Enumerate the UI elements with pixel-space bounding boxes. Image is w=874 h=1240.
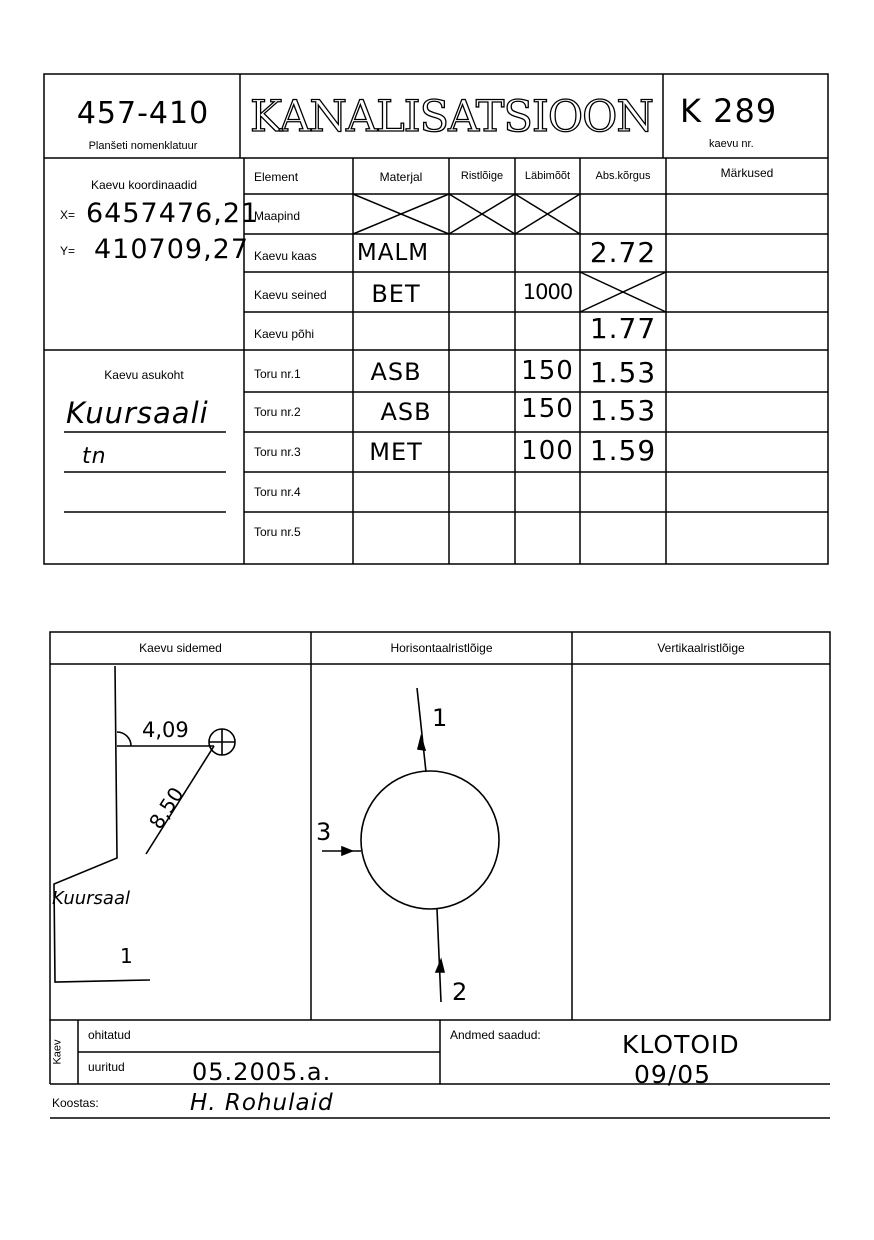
cell-kaevu-pohi-height: 1.77	[589, 312, 657, 345]
header-element: Element	[254, 170, 299, 184]
data-source-value-1: KLOTOID	[622, 1030, 740, 1059]
y-prefix: Y=	[60, 244, 76, 258]
data-source-value-2: 09/05	[634, 1060, 712, 1089]
row-label-kaevu-kaas: Kaevu kaas	[254, 249, 317, 263]
location-label: Kaevu asukoht	[104, 368, 184, 382]
header-well-links: Kaevu sidemed	[139, 641, 222, 655]
nomenclature-label: Planšeti nomenklatuur	[88, 140, 198, 152]
cell-toru-1-diameter: 150	[521, 356, 574, 386]
horizontal-section-sketch	[322, 688, 499, 1002]
surveyed-label: uuritud	[88, 1060, 125, 1074]
card-title: KANALISATSIOON	[249, 92, 654, 142]
row-label-toru-2: Toru nr.2	[254, 405, 301, 419]
x-prefix: X=	[60, 208, 76, 222]
cell-toru-1-material: ASB	[370, 358, 422, 386]
pipe-3-label: 3	[316, 818, 332, 846]
surveyed-value: 05.2005.a.	[192, 1058, 332, 1086]
sketch-street-label: Kuursaal	[52, 888, 130, 909]
side-label-kaev: Kaev	[51, 1039, 64, 1065]
sketch-distance-1: 4,09	[142, 718, 189, 742]
cell-kaevu-kaas-material: MALM	[356, 240, 430, 266]
row-label-toru-1: Toru nr.1	[254, 367, 301, 381]
cell-kaevu-seined-diameter: 1000	[522, 280, 573, 304]
row-label-maapind: Maapind	[254, 209, 301, 223]
row-label-toru-5: Toru nr.5	[254, 525, 301, 539]
cell-toru-3-diameter: 100	[521, 436, 574, 466]
pipe-2-label: 2	[452, 978, 468, 1006]
header-horizontal-section: Horisontaalristlõige	[390, 641, 493, 655]
header-vertical-section: Vertikaalristlõige	[657, 641, 745, 655]
coords-label: Kaevu koordinaadid	[90, 178, 198, 192]
row-label-kaevu-seined: Kaevu seined	[254, 288, 327, 302]
cell-kaevu-kaas-height: 2.72	[589, 236, 657, 269]
header-cross-section: Ristlõige	[460, 170, 504, 182]
compiled-label: Koostas:	[52, 1096, 99, 1110]
row-label-toru-3: Toru nr.3	[254, 445, 301, 459]
header-abs-height: Abs.kõrgus	[595, 170, 651, 182]
card-top	[0, 0, 874, 600]
cell-toru-1-height: 1.53	[589, 356, 657, 389]
cell-toru-2-height: 1.53	[589, 394, 657, 427]
header-remarks: Märkused	[720, 166, 774, 180]
cell-toru-3-height: 1.59	[589, 434, 657, 467]
row-label-toru-4: Toru nr.4	[254, 485, 301, 499]
location-sketch	[54, 666, 235, 982]
sketch-distance-2: 8,50	[144, 782, 189, 834]
nomenclature-value: 457-410	[76, 96, 210, 131]
sketch-pipe-label: 1	[120, 944, 133, 968]
x-coordinate: 6457476,21	[86, 198, 260, 229]
well-number-value: K 289	[680, 92, 778, 130]
card-bottom	[0, 600, 874, 1160]
cell-kaevu-seined-material: BET	[371, 280, 421, 308]
location-line-2: tn	[82, 444, 107, 469]
pipe-1-label: 1	[432, 704, 448, 732]
compiled-value: H. Rohulaid	[190, 1090, 334, 1116]
row-label-kaevu-pohi: Kaevu põhi	[254, 327, 315, 341]
location-line-1: Kuursaali	[66, 396, 209, 430]
cell-toru-2-diameter: 150	[521, 394, 574, 424]
well-number-label: kaevu nr.	[709, 138, 754, 150]
checked-label: ohitatud	[88, 1028, 131, 1042]
data-source-label: Andmed saadud:	[450, 1028, 541, 1042]
header-diameter: Läbimõõt	[524, 170, 571, 182]
cell-toru-2-material: ASB	[380, 398, 432, 426]
y-coordinate: 410709,27	[94, 234, 250, 265]
cell-toru-3-material: MET	[369, 438, 423, 466]
card-bottom-grid	[0, 600, 874, 1160]
header-material: Materjal	[379, 170, 423, 184]
